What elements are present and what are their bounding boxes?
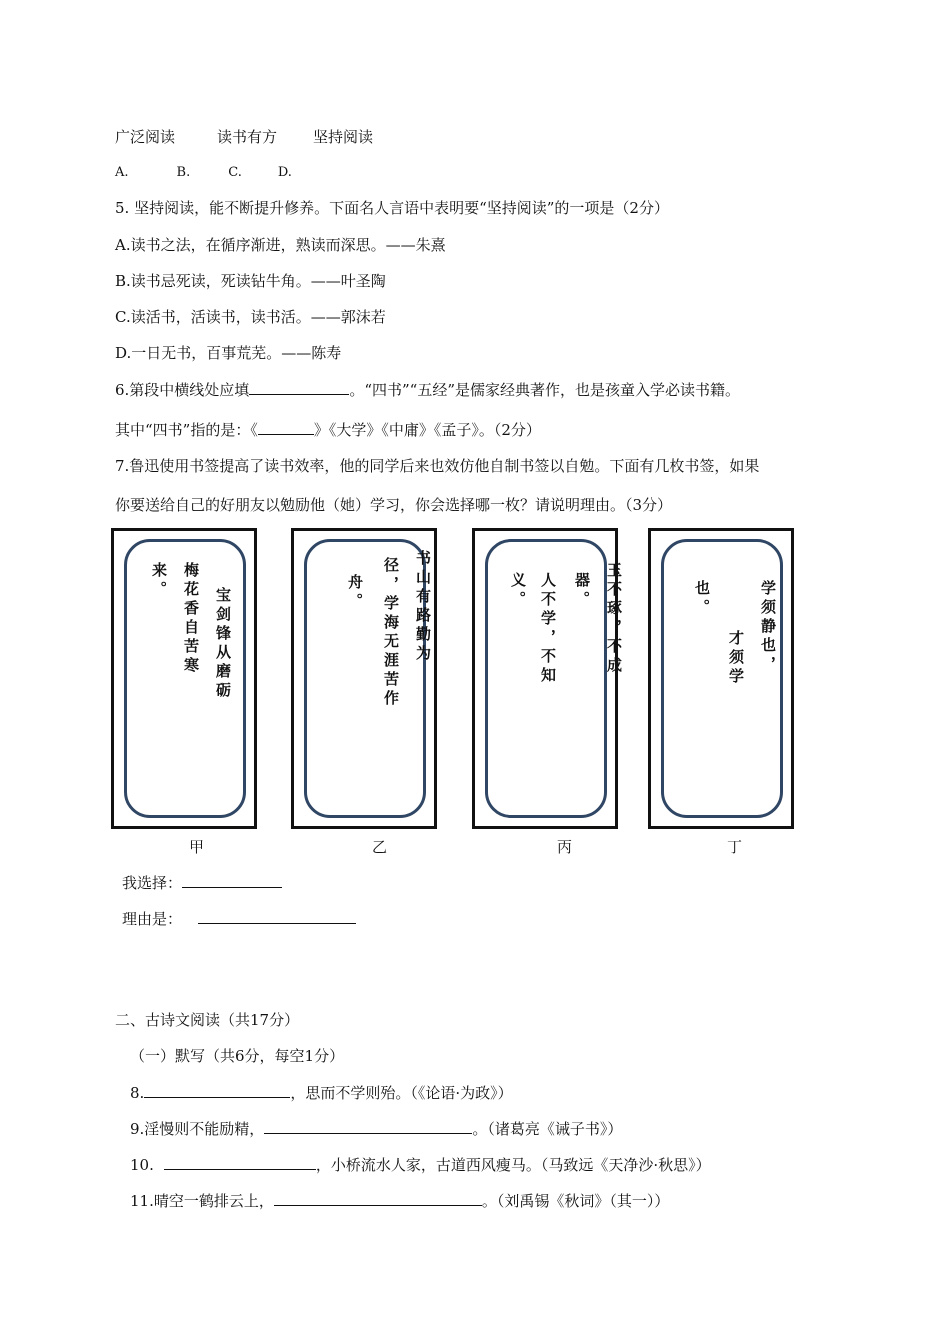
bookmark-text: 来。	[150, 562, 168, 600]
q5-option-c: C.读活书，活读书，读书活。——郭沫若	[115, 308, 386, 326]
q6-blank-1[interactable]	[249, 379, 349, 395]
choose-row	[122, 872, 282, 893]
q5-stem: 5. 坚持阅读，能不断提升修养。下面名人言语中表明要“坚持阅读”的一项是（2分）	[115, 199, 669, 217]
reading-options-row	[115, 127, 373, 147]
q6-text: 》《大学》《中庸》《孟子》。（2分）	[313, 421, 541, 439]
bookmark-inner-frame	[485, 539, 623, 818]
q6-text: 其中“四书”指的是：《	[115, 421, 258, 439]
choose-blank[interactable]	[182, 872, 282, 888]
reason-blank[interactable]	[198, 908, 356, 924]
bookmark-inner-frame	[304, 539, 432, 818]
bookmark-caption: 丙	[557, 838, 573, 856]
option-text: 坚持阅读	[313, 128, 374, 146]
q6-text: 6.第段中横线处应填	[115, 381, 250, 399]
bookmark-text: 宝剑锋从磨砺	[214, 587, 232, 701]
bookmark-text: 玉不琢，不成	[605, 562, 623, 676]
choice-b: B.	[176, 165, 191, 180]
bookmark-ding	[648, 528, 794, 829]
bookmark-text: 器。	[573, 572, 591, 610]
q6-blank-2[interactable]	[258, 419, 314, 435]
bookmark-bing	[472, 528, 623, 829]
q10-text: ，小桥流水人家，古道西风瘦马。（马致远《天净沙·秋思》）	[315, 1156, 711, 1174]
q9-blank[interactable]	[264, 1118, 472, 1134]
choice-d: D.	[277, 165, 292, 180]
q11-blank[interactable]	[274, 1190, 482, 1206]
q10-text: 10.	[130, 1156, 154, 1174]
q8-line	[130, 1082, 513, 1103]
q6-line1	[115, 379, 740, 400]
q9-line	[130, 1118, 622, 1139]
option-text: 读书有方	[217, 128, 278, 146]
q5-option-a: A.读书之法，在循序渐进，熟读而深思。——朱熹	[115, 236, 446, 254]
q11-line	[130, 1190, 669, 1211]
abcd-row	[115, 163, 292, 183]
option-text: 广泛阅读	[115, 128, 176, 146]
bookmark-text: 也。	[693, 580, 711, 618]
q6-line2	[115, 419, 541, 440]
bookmark-yi	[291, 528, 437, 829]
bookmark-text: 人不学，不知	[539, 572, 557, 686]
q7-line1: 7.鲁迅使用书签提高了读书效率，他的同学后来也效仿他自制书签以自勉。下面有几枚书签，如果	[115, 457, 760, 475]
bookmark-inner-frame	[661, 539, 783, 818]
section2-title: 二、古诗文阅读（共17分）	[115, 1011, 300, 1029]
bookmark-text: 才须学	[727, 630, 745, 687]
bookmark-text: 径，学海无涯苦作	[382, 557, 400, 709]
q10-blank[interactable]	[164, 1154, 316, 1170]
bookmark-caption: 丁	[727, 838, 743, 856]
q6-text: 。“四书”“五经”是儒家经典著作，也是孩童入学必读书籍。	[349, 381, 740, 399]
bookmark-text: 学须静也，	[759, 580, 777, 675]
section2-subtitle: （一）默写（共6分，每空1分）	[130, 1047, 345, 1065]
bookmark-text: 书山有路勤为	[414, 550, 432, 664]
reason-label: 理由是：	[122, 910, 183, 928]
bookmark-text: 梅花香自苦寒	[182, 562, 200, 676]
q9-text: 。（诸葛亮《诫子书》）	[472, 1120, 623, 1138]
q8-text: 8.	[130, 1084, 145, 1102]
reason-row	[122, 908, 356, 929]
bookmark-caption: 乙	[372, 838, 388, 856]
choice-c: C.	[228, 165, 242, 180]
bookmark-text: 舟。	[346, 574, 364, 612]
q10-line	[130, 1154, 711, 1175]
bookmark-inner-frame	[124, 539, 246, 818]
q8-text: ，思而不学则殆。（《论语·为政》）	[290, 1084, 513, 1102]
q9-text: 9.淫慢则不能励精，	[130, 1120, 265, 1138]
q7-line2: 你要送给自己的好朋友以勉励他（她）学习，你会选择哪一枚？请说明理由。（3分）	[115, 496, 673, 514]
q11-text: 11.晴空一鹤排云上，	[130, 1192, 274, 1210]
choose-label: 我选择：	[122, 874, 183, 892]
bookmark-jia	[111, 528, 257, 829]
q5-option-b: B.读书忌死读，死读钻牛角。——叶圣陶	[115, 272, 386, 290]
bookmark-caption: 甲	[189, 838, 205, 856]
q11-text: 。（刘禹锡《秋词》（其一））	[481, 1192, 670, 1210]
q5-option-d: D.一日无书，百事荒芜。——陈寿	[115, 344, 342, 362]
choice-a: A.	[115, 165, 129, 180]
q8-blank[interactable]	[144, 1082, 290, 1098]
bookmark-text: 义。	[509, 572, 527, 610]
